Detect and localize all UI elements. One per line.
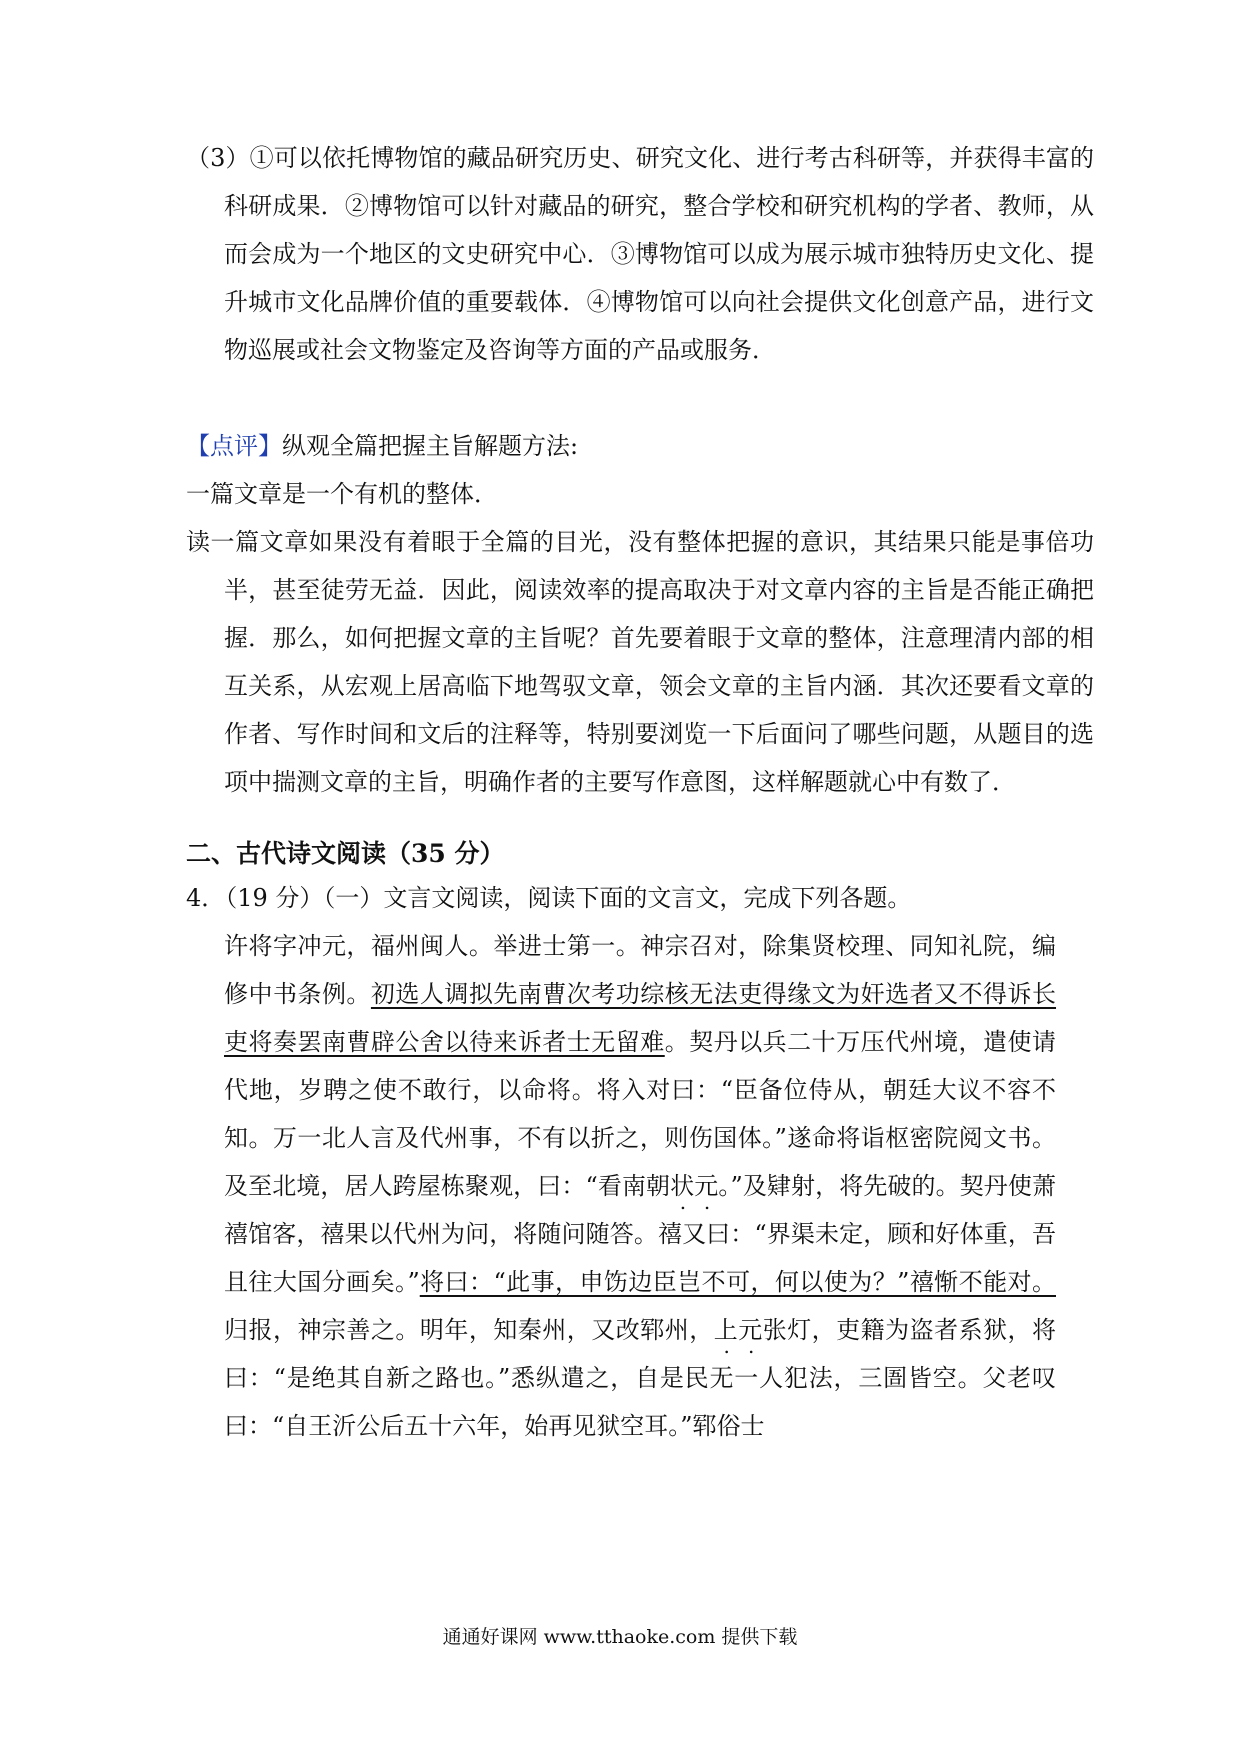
comment-line: [186, 422, 578, 470]
underlined-sentence-2: 将曰：“此事，申饬边臣岂不可，何以使为？”禧惭不能对。: [419, 1268, 1056, 1296]
dotted-char-yuan-2: 元: [738, 1316, 763, 1344]
dotted-char-zhuang: 状: [670, 1172, 695, 1200]
passage-part-5: 张灯，吏籍为盗者系狱，将曰：“是绝其自新之路也。”悉纵遣之，自是民无一人犯法，三圄皆空。父老叹曰：“自王沂公后五十六年，始再见狱空耳。”郓俗士: [224, 1316, 1057, 1440]
passage-part-1: 许将字冲元，福州闽人。举进士第一。神宗召对，除集贤校理、同知礼院，编修中书条例。: [224, 932, 1056, 1008]
comment-tag: 【点评】: [186, 432, 282, 460]
comment-line-2: 一篇文章是一个有机的整体．: [186, 480, 498, 508]
page-footer: 通通好课网 www.tthaoke.com 提供下载: [442, 1626, 798, 1648]
passage-part-3: 。”及肄射，将先破的。契丹使萧禧馆客，禧果以代州为问，将随问随答。禧又曰：“界渠未定，顾和好体重，吾且往大国分画矣。”: [224, 1172, 1057, 1296]
dotted-char-yuan: 元: [694, 1172, 719, 1200]
section-heading: 二、古代诗文阅读（35 分）: [186, 839, 505, 868]
underlined-sentence-1: 初选人调拟先南曹次考功综核无法吏得缘文为奸选者又不得诉长吏将奏罢南曹辟公舍以待来诉者士无留难: [224, 980, 1057, 1056]
passage-part-4: 归报，神宗善之。明年，知秦州，又改郓州，: [224, 1316, 714, 1344]
answer-3-paragraph: （3）①可以依托博物馆的藏品研究历史、研究文化、进行考古科研等，并获得丰富的科研成果．②博物馆可以针对藏品的研究，整合学校和研究机构的学者、教师，从而会成为一个地区的文史研究中心．③博物馆可以成为展示城市独特历史文化、提升城市文化品牌价值的重要载体．④博物馆可以向社会提供文化创意产品，进行文物巡展或社会文物鉴定及咨询等方面的产品或服务．: [186, 144, 1094, 364]
dotted-char-shang: 上: [713, 1316, 739, 1344]
passage-part-2: 。契丹以兵二十万压代州境，遣使请代地，岁聘之使不敢行，以命将。将入对曰：“臣备位侍从，朝廷大议不容不知。万一北人言及代州事，不有以折之，则伤国体。”遂命将诣枢密院阅文书。及至北境，居人跨屋栋聚观，曰：“看南朝: [224, 1028, 1057, 1200]
comment-text: 纵观全篇把握主旨解题方法:: [282, 432, 579, 460]
question-4-line: 4．（19 分）（一）文言文阅读，阅读下面的文言文，完成下列各题。: [186, 884, 912, 912]
classical-passage: [224, 922, 1056, 1450]
comment-paragraph: 读一篇文章如果没有着眼于全篇的目光，没有整体把握的意识，其结果只能是事倍功半，甚至徒劳无益．因此，阅读效率的提高取决于对文章内容的主旨是否能正确把握．那么，如何把握文章的主旨呢？首先要着眼于文章的整体，注意理清内部的相互关系，从宏观上居高临下地驾驭文章，领会文章的主旨内涵．其次还要看文章的作者、写作时间和文后的注释等，特别要浏览一下后面问了哪些问题，从题目的选项中揣测文章的主旨，明确作者的主要写作意图，这样解题就心中有数了．: [186, 528, 1094, 796]
